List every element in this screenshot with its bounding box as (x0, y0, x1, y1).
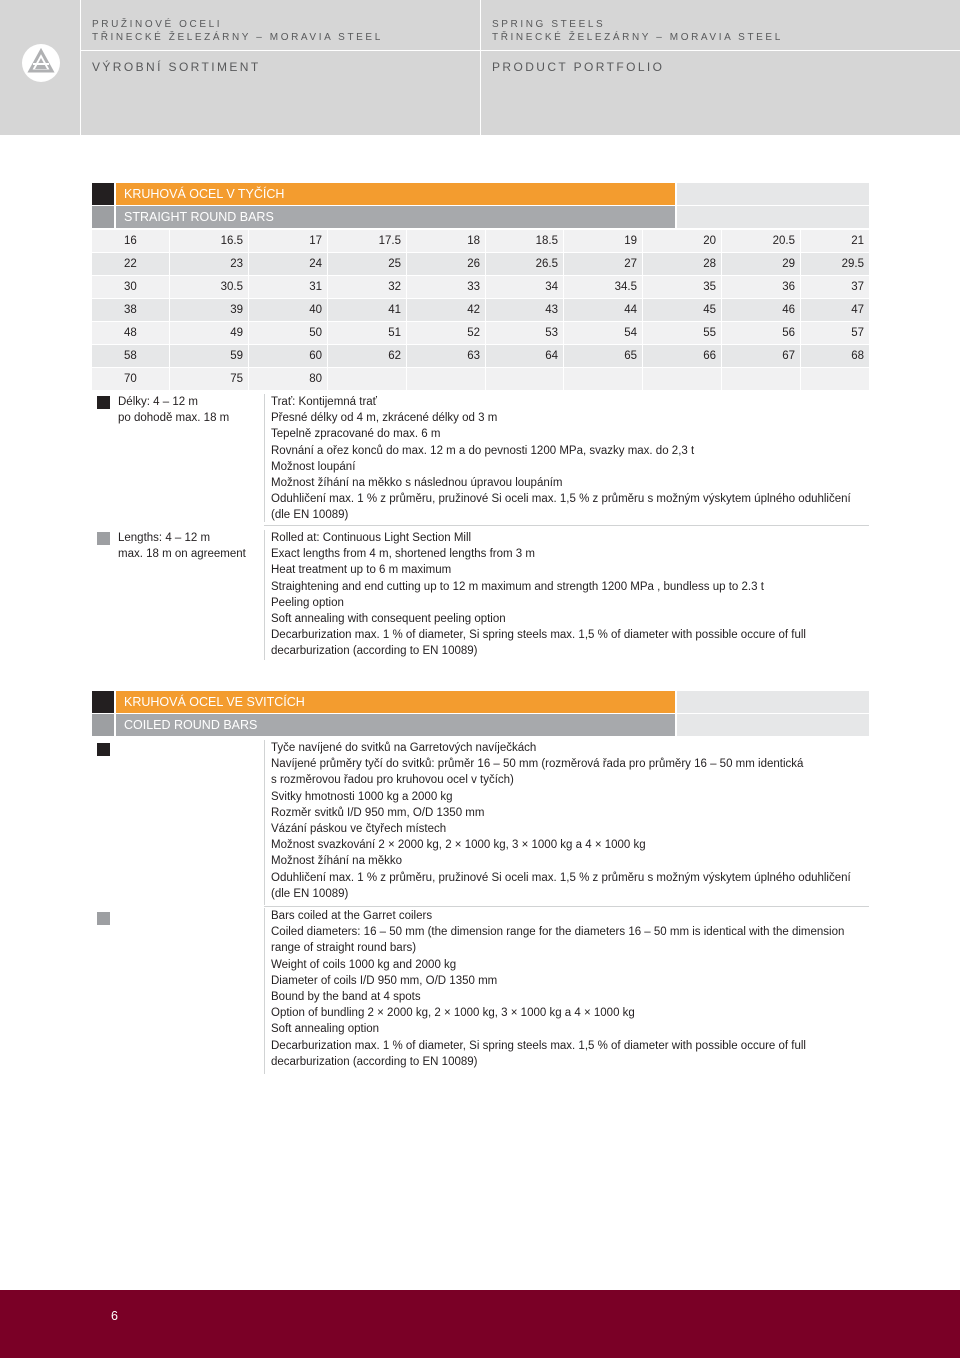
table-cell: 26.5 (486, 253, 564, 275)
table-cell: 40 (249, 299, 328, 321)
table-cell: 18 (407, 230, 486, 252)
en-lengths-label: Lengths: 4 – 12 m max. 18 m on agreement (118, 532, 246, 560)
table-cell: 49 (170, 322, 249, 344)
table-cell: 22 (92, 253, 170, 275)
table-cell: 63 (407, 345, 486, 367)
section1-en-description: Rolled at: Continuous Light Section Mill Exact lengths from 4 m, shortened lengths from 3 m Heat treatment up to 6 m maximum Straightening and end cutting up to 12 m maximum and strength 1200 MPa , bundless up to 2.3 t Peeling option Soft annealing with consequent peeling option Decarburization max. 1 % of diameter, Si spring steels max. 1,5 % of diameter with possible occure of full decarburization (according to EN 10089) (271, 532, 806, 658)
table-row (92, 345, 869, 368)
table-cell: 30 (92, 276, 170, 298)
table-cell: 38 (92, 299, 170, 321)
section-marker-grey (92, 714, 114, 736)
table-cell: 64 (486, 345, 564, 367)
diameter-table (92, 230, 869, 391)
table-cell: 31 (249, 276, 328, 298)
table-cell: 53 (486, 322, 564, 344)
table-cell: 17.5 (328, 230, 407, 252)
table-cell: 47 (801, 299, 870, 321)
section2-title-cz: KRUHOVÁ OCEL VE SVITCÍCH (116, 691, 675, 713)
header-right-line2: TŘINECKÉ ŽELEZÁRNY – MORAVIA STEEL (492, 32, 783, 43)
table-cell: 35 (643, 276, 722, 298)
table-row (92, 230, 869, 253)
table-row (92, 276, 869, 299)
table-cell: 45 (643, 299, 722, 321)
table-cell: 34.5 (564, 276, 643, 298)
table-cell: 70 (92, 368, 170, 390)
table-cell (486, 368, 564, 390)
table-cell: 41 (328, 299, 407, 321)
table-cell: 46 (722, 299, 801, 321)
header-left-line2: TŘINECKÉ ŽELEZÁRNY – MORAVIA STEEL (92, 32, 383, 43)
column-divider (264, 530, 265, 660)
table-row (92, 322, 869, 345)
section1-cz-description: Trať: Kontijemná trať Přesné délky od 4 m, zkrácené délky od 3 m Tepelně zpracované do max. 6 m Rovnání a ořez konců do max. 12 m a do pevnosti 1200 MPa, svazky max. do 2,3 t Možnost loupání Možnost žíhání na měkko s následnou úpravou loupáním Oduhličení max. 1 % z průměru, pružinové Si oceli max. 1,5 % z průměru s možným výskytem úplného oduhličení (dle EN 10089) (271, 396, 851, 522)
table-cell: 67 (722, 345, 801, 367)
table-cell: 19 (564, 230, 643, 252)
section-marker-dark (92, 183, 114, 205)
table-cell: 18.5 (486, 230, 564, 252)
table-cell: 20 (643, 230, 722, 252)
table-cell: 54 (564, 322, 643, 344)
table-cell: 21 (801, 230, 870, 252)
en-marker (97, 532, 110, 545)
table-cell: 58 (92, 345, 170, 367)
table-cell (328, 368, 407, 390)
column-divider (264, 394, 265, 522)
table-cell: 39 (170, 299, 249, 321)
table-cell: 17 (249, 230, 328, 252)
row-divider (264, 906, 869, 907)
table-cell (801, 368, 870, 390)
section-marker-grey (92, 206, 114, 228)
page-footer (0, 1290, 960, 1358)
en-marker (97, 912, 110, 925)
header-rule (80, 50, 960, 51)
table-cell: 62 (328, 345, 407, 367)
header-left-line1: PRUŽINOVÉ OCELI (92, 19, 223, 30)
table-cell: 16 (92, 230, 170, 252)
table-cell: 65 (564, 345, 643, 367)
table-cell: 60 (249, 345, 328, 367)
table-cell: 16.5 (170, 230, 249, 252)
table-row (92, 368, 869, 391)
table-cell: 66 (643, 345, 722, 367)
table-cell: 52 (407, 322, 486, 344)
header-right-line1: SPRING STEELS (492, 19, 606, 30)
table-cell: 33 (407, 276, 486, 298)
table-cell: 43 (486, 299, 564, 321)
table-cell: 23 (170, 253, 249, 275)
row-divider (264, 525, 869, 526)
table-cell: 28 (643, 253, 722, 275)
table-cell: 32 (328, 276, 407, 298)
table-cell: 34 (486, 276, 564, 298)
company-logo-icon (22, 44, 60, 82)
header-right-title: PRODUCT PORTFOLIO (492, 60, 665, 74)
table-cell: 56 (722, 322, 801, 344)
cz-marker (97, 743, 110, 756)
section2-title-en: COILED ROUND BARS (116, 714, 675, 736)
cz-lengths-label: Délky: 4 – 12 m po dohodě max. 18 m (118, 396, 230, 424)
header-left-title: VÝROBNÍ SORTIMENT (92, 60, 261, 74)
section1-title-en: STRAIGHT ROUND BARS (116, 206, 675, 228)
table-cell: 59 (170, 345, 249, 367)
table-row (92, 253, 869, 276)
table-cell: 29 (722, 253, 801, 275)
section2-cz-description: Tyče navíjené do svitků na Garretových navíječkách Navíjené průměry tyčí do svitků: průměr 16 – 50 mm (rozměrová řada pro průměry 16 – 50 mm identická s rozměrovou řadou pro kruhovou ocel v tyčích) Svitky hmotnosti 1000 kg a 2000 kg Rozměr svitků I/D 950 mm, O/D 1350 mm Vázání páskou ve čtyřech místech Možnost svazkování 2 × 2000 kg, 2 × 1000 kg, 3 × 1000 kg a 4 × 1000 kg Možnost žíhání na měkko Oduhličení max. 1 % z průměru, pružinové Si oceli max. 1,5 % z průměru s možným výskytem úplného oduhličení (dle EN 10089) (271, 742, 851, 900)
section1-title-cz: KRUHOVÁ OCEL V TYČÍCH (116, 183, 675, 205)
cz-marker (97, 396, 110, 409)
table-cell: 55 (643, 322, 722, 344)
table-cell: 24 (249, 253, 328, 275)
title-bar-extension (677, 714, 869, 736)
table-cell (643, 368, 722, 390)
table-cell: 48 (92, 322, 170, 344)
column-divider (264, 740, 265, 905)
table-cell: 20.5 (722, 230, 801, 252)
table-cell (722, 368, 801, 390)
table-cell: 75 (170, 368, 249, 390)
table-cell: 27 (564, 253, 643, 275)
table-cell: 36 (722, 276, 801, 298)
table-cell: 37 (801, 276, 870, 298)
table-cell: 29.5 (801, 253, 870, 275)
table-cell: 68 (801, 345, 870, 367)
page-number: 6 (111, 1309, 118, 1323)
title-bar-extension (677, 691, 869, 713)
table-cell: 50 (249, 322, 328, 344)
column-divider (264, 908, 265, 1074)
table-cell: 25 (328, 253, 407, 275)
section2-en-description: Bars coiled at the Garret coilers Coiled diameters: 16 – 50 mm (the dimension range for the diameters 16 – 50 mm is identical with the dimension range of straight round bars) Weight of coils 1000 kg and 2000 kg Diameter of coils I/D 950 mm, O/D 1350 mm Bound by the band at 4 spots Option of bundling 2 × 2000 kg, 2 × 1000 kg, 3 × 1000 kg a 4 × 1000 kg Soft annealing option Decarburization max. 1 % of diameter, Si spring steels max. 1,5 % of diameter with possible occure of full decarburization (according to EN 10089) (271, 910, 845, 1068)
table-cell: 30.5 (170, 276, 249, 298)
table-cell: 80 (249, 368, 328, 390)
table-cell: 44 (564, 299, 643, 321)
table-cell: 42 (407, 299, 486, 321)
page-header (0, 0, 960, 135)
table-cell (407, 368, 486, 390)
header-divider (80, 0, 81, 135)
section-marker-dark (92, 691, 114, 713)
table-cell: 26 (407, 253, 486, 275)
table-cell: 51 (328, 322, 407, 344)
title-bar-extension (677, 183, 869, 205)
table-row (92, 299, 869, 322)
table-cell: 57 (801, 322, 870, 344)
table-cell (564, 368, 643, 390)
header-divider (480, 0, 481, 135)
title-bar-extension (677, 206, 869, 228)
